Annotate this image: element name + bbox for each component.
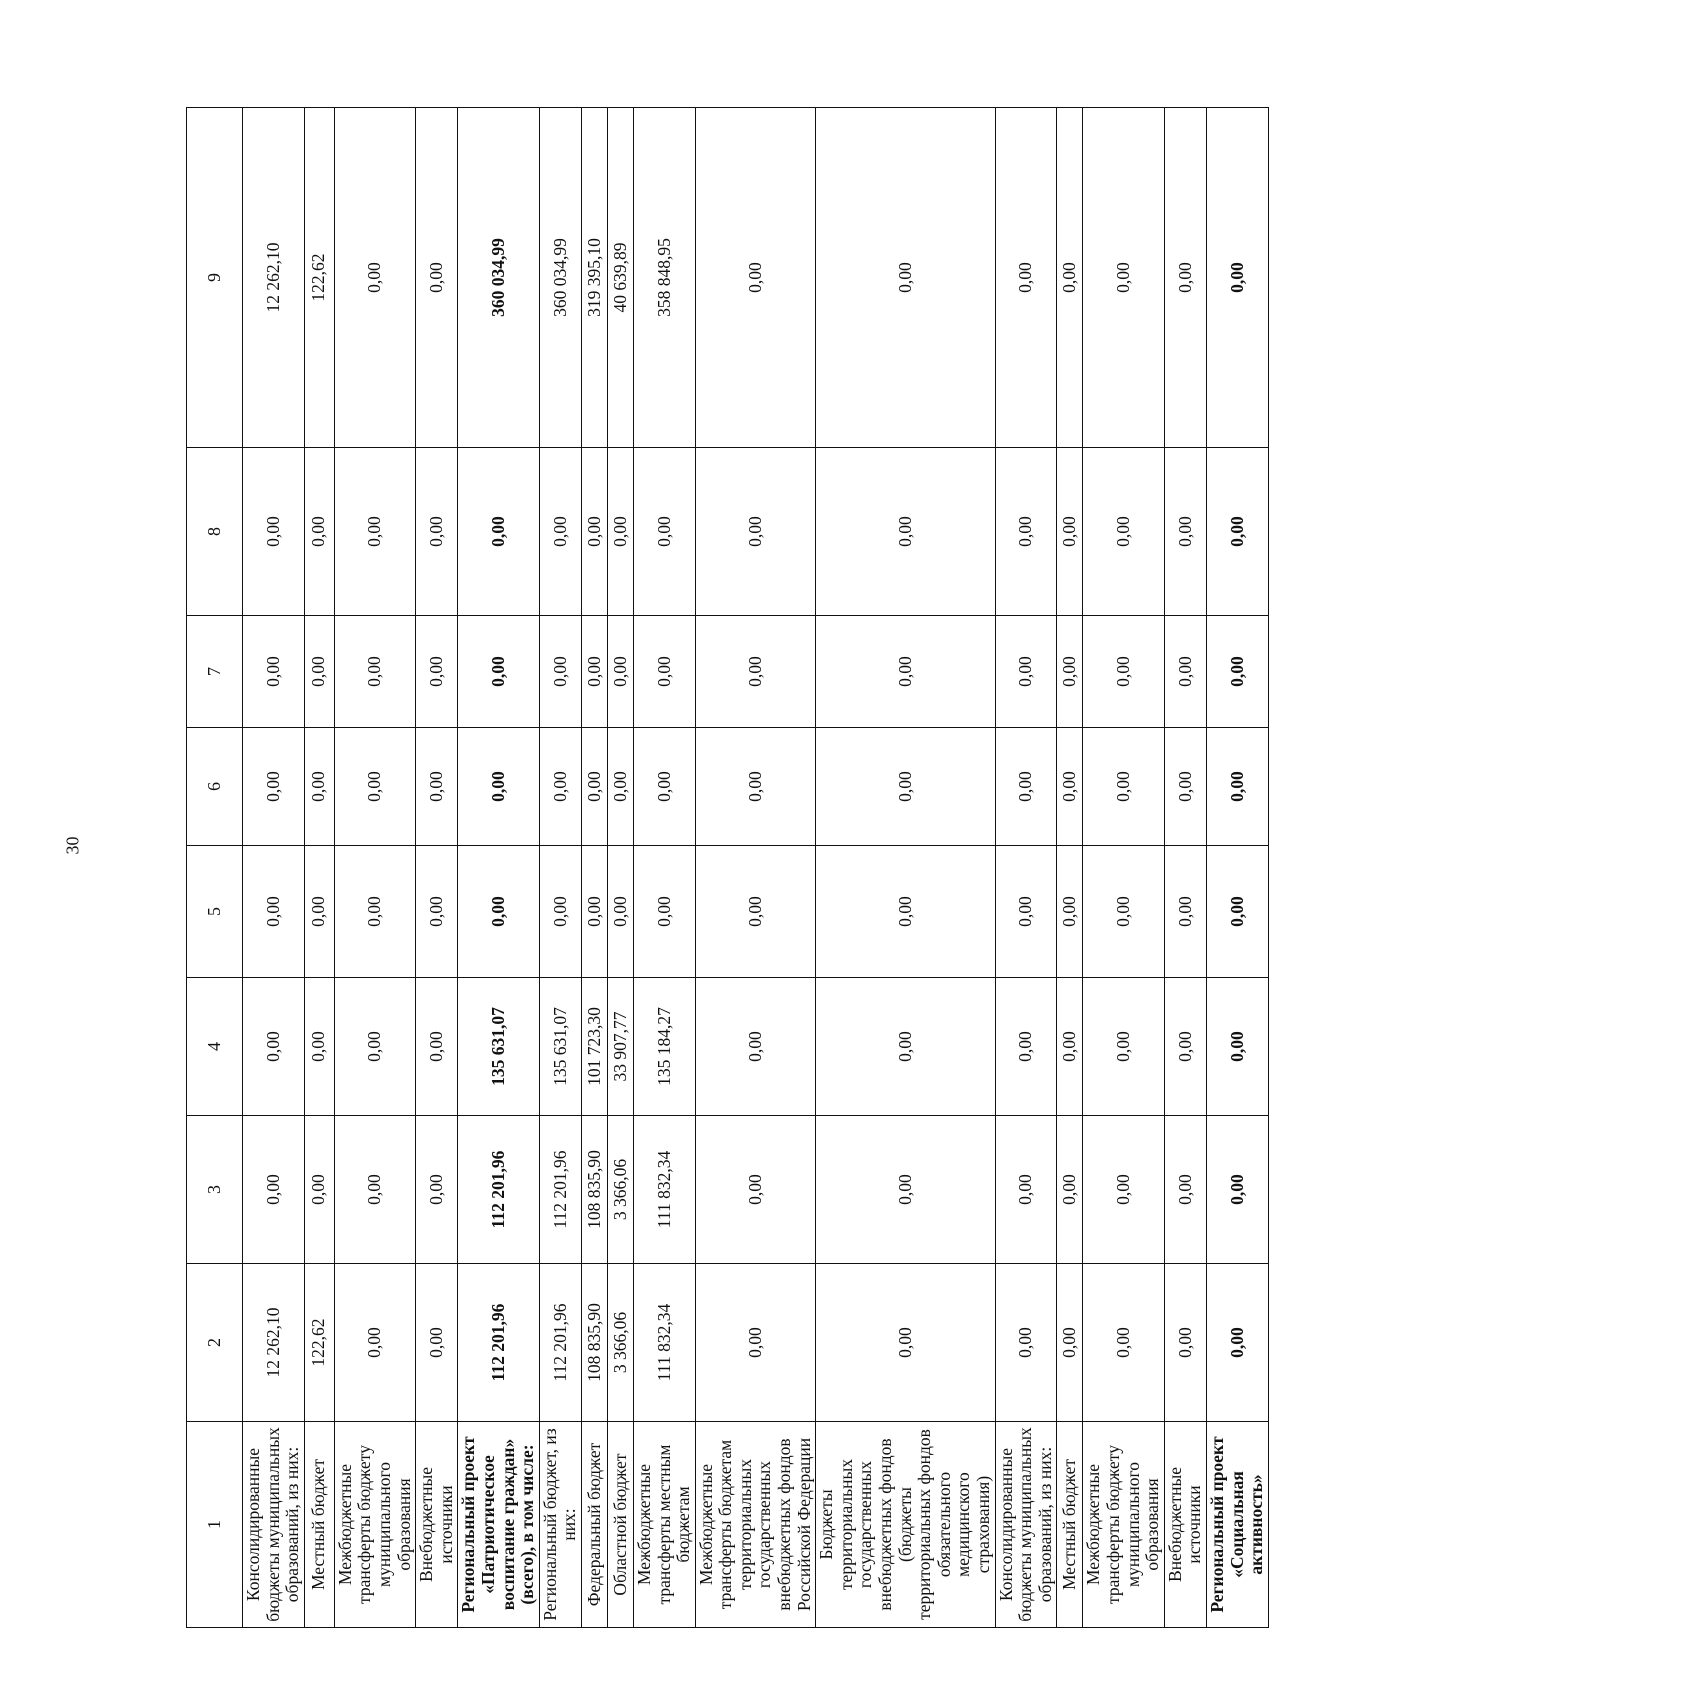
value-cell: 0,00 [607,728,633,846]
row-label: Местный бюджет [1057,1422,1083,1628]
value-cell: 0,00 [304,616,334,728]
value-cell: 112 201,96 [458,1116,539,1264]
value-cell: 135 184,27 [633,978,695,1116]
value-cell: 0,00 [539,448,581,616]
value-cell: 0,00 [1083,1264,1164,1422]
value-cell: 0,00 [995,978,1057,1116]
value-cell: 0,00 [816,448,995,616]
value-cell: 0,00 [695,1264,816,1422]
value-cell: 0,00 [243,1116,305,1264]
value-cell: 40 639,89 [607,108,633,448]
row-label: Внебюджетные источники [416,1422,458,1628]
value-cell: 0,00 [1083,1116,1164,1264]
value-cell: 0,00 [458,728,539,846]
value-cell: 0,00 [1057,846,1083,978]
value-cell: 0,00 [243,846,305,978]
value-cell: 0,00 [1164,978,1206,1116]
value-cell: 0,00 [334,978,415,1116]
value-cell: 0,00 [539,616,581,728]
value-cell: 3 366,06 [607,1116,633,1264]
value-cell: 0,00 [334,1116,415,1264]
value-cell: 0,00 [633,846,695,978]
value-cell: 0,00 [633,616,695,728]
value-cell: 0,00 [581,616,607,728]
value-cell: 0,00 [581,728,607,846]
row-label: Межбюджетные трансферты бюджету муниципального образования [1083,1422,1164,1628]
table-row [581,108,607,1628]
value-cell: 0,00 [995,616,1057,728]
table-row [304,108,334,1628]
value-cell: 0,00 [243,448,305,616]
column-header: 6 [187,728,243,846]
row-label: Региональный бюджет, из них: [539,1422,581,1628]
value-cell: 0,00 [416,978,458,1116]
table-row [416,108,458,1628]
value-cell: 0,00 [334,448,415,616]
table-row [1164,108,1206,1628]
budget-table [186,107,1269,1628]
table-body [243,108,1269,1628]
value-cell: 0,00 [1057,448,1083,616]
value-cell: 135 631,07 [539,978,581,1116]
value-cell: 0,00 [1206,728,1268,846]
value-cell: 0,00 [1057,616,1083,728]
value-cell: 0,00 [416,728,458,846]
value-cell: 0,00 [458,616,539,728]
value-cell: 122,62 [304,1264,334,1422]
value-cell: 0,00 [334,846,415,978]
value-cell: 0,00 [243,728,305,846]
value-cell: 0,00 [1057,108,1083,448]
value-cell: 0,00 [304,846,334,978]
value-cell: 0,00 [816,616,995,728]
value-cell: 0,00 [304,448,334,616]
value-cell: 0,00 [695,728,816,846]
value-cell: 108 835,90 [581,1264,607,1422]
value-cell: 360 034,99 [539,108,581,448]
value-cell: 0,00 [695,448,816,616]
value-cell: 0,00 [1057,1264,1083,1422]
table-row [1206,108,1268,1628]
value-cell: 3 366,06 [607,1264,633,1422]
row-label: Бюджеты территориальных государственных внебюджетных фондов (бюджеты территориальных фондов обязательного медицинского страхования) [816,1422,995,1628]
row-label: Областной бюджет [607,1422,633,1628]
value-cell: 0,00 [1164,1264,1206,1422]
value-cell: 0,00 [416,1116,458,1264]
value-cell: 0,00 [816,108,995,448]
value-cell: 0,00 [1083,448,1164,616]
value-cell: 0,00 [607,616,633,728]
value-cell: 0,00 [416,108,458,448]
value-cell: 0,00 [334,1264,415,1422]
row-label: Консолидированные бюджеты муниципальных образований, из них: [243,1422,305,1628]
table-row [995,108,1057,1628]
value-cell: 112 201,96 [539,1116,581,1264]
table-row [539,108,581,1628]
value-cell: 12 262,10 [243,108,305,448]
value-cell: 111 832,34 [633,1264,695,1422]
column-header: 9 [187,108,243,448]
value-cell: 0,00 [334,108,415,448]
row-label: Федеральный бюджет [581,1422,607,1628]
value-cell: 0,00 [607,448,633,616]
value-cell: 0,00 [304,728,334,846]
value-cell: 0,00 [995,728,1057,846]
value-cell: 0,00 [539,728,581,846]
value-cell: 0,00 [1164,728,1206,846]
row-label: Внебюджетные источники [1164,1422,1206,1628]
value-cell: 0,00 [1083,728,1164,846]
value-cell: 0,00 [1083,978,1164,1116]
value-cell: 0,00 [1206,1264,1268,1422]
row-label: Местный бюджет [304,1422,334,1628]
table-row [1057,108,1083,1628]
value-cell: 0,00 [695,616,816,728]
value-cell: 135 631,07 [458,978,539,1116]
value-cell: 0,00 [695,978,816,1116]
value-cell: 0,00 [416,448,458,616]
value-cell: 0,00 [633,448,695,616]
value-cell: 0,00 [695,108,816,448]
value-cell: 122,62 [304,108,334,448]
value-cell: 0,00 [816,978,995,1116]
value-cell: 112 201,96 [458,1264,539,1422]
value-cell: 0,00 [816,1264,995,1422]
value-cell: 319 395,10 [581,108,607,448]
value-cell: 108 835,90 [581,1116,607,1264]
value-cell: 0,00 [1057,978,1083,1116]
value-cell: 0,00 [1164,448,1206,616]
value-cell: 0,00 [458,846,539,978]
value-cell: 0,00 [1206,846,1268,978]
value-cell: 0,00 [1057,728,1083,846]
value-cell: 0,00 [607,846,633,978]
value-cell: 0,00 [995,1116,1057,1264]
row-label: Межбюджетные трансферты бюджету муниципального образования [334,1422,415,1628]
column-header: 4 [187,978,243,1116]
value-cell: 0,00 [304,978,334,1116]
value-cell: 0,00 [1206,616,1268,728]
value-cell: 0,00 [581,846,607,978]
value-cell: 101 723,30 [581,978,607,1116]
value-cell: 0,00 [334,728,415,846]
value-cell: 0,00 [995,1264,1057,1422]
column-header: 1 [187,1422,243,1628]
table-row [695,108,816,1628]
value-cell: 358 848,95 [633,108,695,448]
value-cell: 0,00 [816,846,995,978]
table-row [243,108,305,1628]
row-label: Консолидированные бюджеты муниципальных образований, из них: [995,1422,1057,1628]
value-cell: 112 201,96 [539,1264,581,1422]
value-cell: 0,00 [581,448,607,616]
value-cell: 111 832,34 [633,1116,695,1264]
value-cell: 0,00 [695,1116,816,1264]
column-header: 3 [187,1116,243,1264]
table-row [633,108,695,1628]
value-cell: 0,00 [1164,616,1206,728]
value-cell: 0,00 [243,616,305,728]
value-cell: 0,00 [1206,448,1268,616]
value-cell: 0,00 [633,728,695,846]
value-cell: 0,00 [1164,1116,1206,1264]
value-cell: 0,00 [995,108,1057,448]
value-cell: 0,00 [1206,1116,1268,1264]
value-cell: 0,00 [816,1116,995,1264]
value-cell: 0,00 [243,978,305,1116]
value-cell: 0,00 [1057,1116,1083,1264]
column-header: 8 [187,448,243,616]
value-cell: 0,00 [816,728,995,846]
value-cell: 360 034,99 [458,108,539,448]
page-number: 30 [62,836,83,855]
value-cell: 0,00 [1206,108,1268,448]
row-label: Межбюджетные трансферты местным бюджетам [633,1422,695,1628]
row-label: Межбюджетные трансферты бюджетам территориальных государственных внебюджетных фондов Российской Федерации [695,1422,816,1628]
value-cell: 0,00 [1164,108,1206,448]
value-cell: 0,00 [416,846,458,978]
value-cell: 0,00 [458,448,539,616]
table-row [458,108,539,1628]
value-cell: 0,00 [539,846,581,978]
value-cell: 0,00 [1206,978,1268,1116]
table-row [816,108,995,1628]
value-cell: 0,00 [1164,846,1206,978]
value-cell: 0,00 [995,448,1057,616]
table-row [607,108,633,1628]
value-cell: 0,00 [334,616,415,728]
table-container [186,108,1706,1622]
row-label: Региональный проект «Патриотическое воспитание граждан» (всего), в том числе: [458,1422,539,1628]
value-cell: 0,00 [695,846,816,978]
table-row [334,108,415,1628]
value-cell: 0,00 [416,1264,458,1422]
row-label: Региональный проект «Социальная активность» [1206,1422,1268,1628]
column-header: 7 [187,616,243,728]
value-cell: 33 907,77 [607,978,633,1116]
column-header: 2 [187,1264,243,1422]
value-cell: 12 262,10 [243,1264,305,1422]
column-header: 5 [187,846,243,978]
value-cell: 0,00 [1083,616,1164,728]
value-cell: 0,00 [995,846,1057,978]
table-row [1083,108,1164,1628]
value-cell: 0,00 [1083,846,1164,978]
value-cell: 0,00 [1083,108,1164,448]
value-cell: 0,00 [416,616,458,728]
value-cell: 0,00 [304,1116,334,1264]
header-row [187,108,243,1628]
